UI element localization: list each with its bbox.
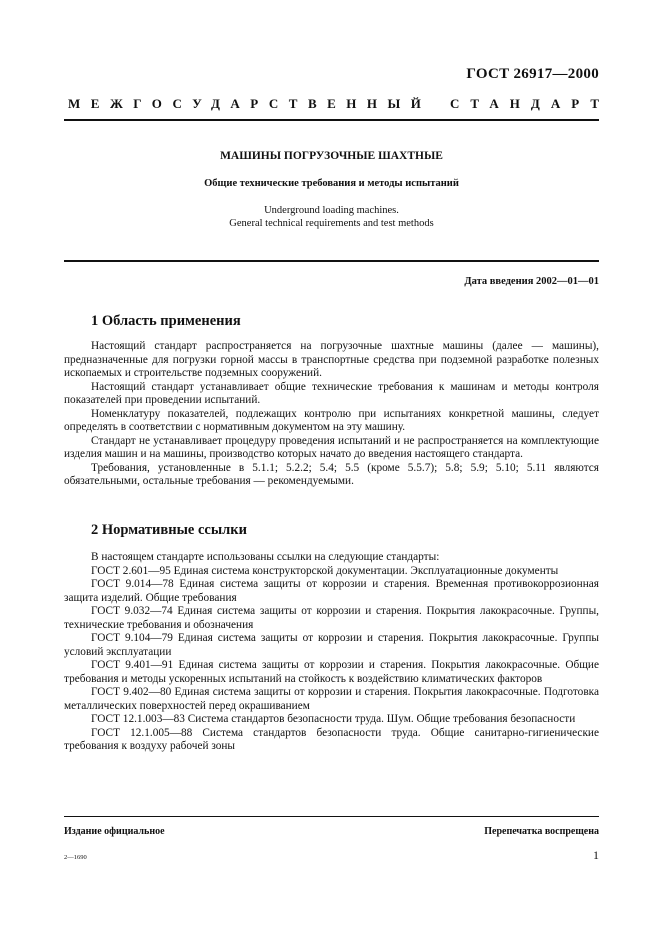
interstate-standard-banner: [68, 96, 610, 112]
document-subtitle: Общие технические требования и методы испытаний: [204, 178, 459, 189]
paragraph: Настоящий стандарт распространяется на погрузочные шахтные машины (далее — машины), предназначенные для погрузки горной массы в транспортные средства при подземной разработке полезных ископаемых и строительстве подземных сооружений.: [64, 340, 599, 379]
section-1-body: [64, 340, 599, 489]
reference-item: ГОСТ 9.104—79 Единая система защиты от коррозии и старения. Покрытия лакокрасочные. Группы условий эксплуатации: [64, 632, 599, 658]
section-2-body: [64, 551, 599, 754]
paragraph: В настоящем стандарте использованы ссылки на следующие стандарты:: [91, 551, 440, 563]
reference-item: ГОСТ 2.601—95 Единая система конструкторской документации. Эксплуатационные документы: [91, 564, 559, 577]
footer-divider: [64, 816, 599, 817]
reference-item: ГОСТ 9.014—78 Единая система защиты от коррозии и старения. Временная противокоррозионная защита изделий. Общие требования: [64, 578, 599, 604]
reference-item: ГОСТ 12.1.003—83 Система стандартов безопасности труда. Шум. Общие требования безопасности: [91, 713, 576, 725]
section-1-heading: 1 Область применения: [91, 313, 241, 329]
title-divider: [64, 260, 599, 262]
reprint-prohibited-label: Перепечатка воспрещена: [484, 826, 599, 837]
page-number: 1: [593, 848, 599, 862]
print-code: 2—1690: [64, 854, 87, 861]
paragraph: Настоящий стандарт устанавливает общие технические требования к машинам и методы контроля показателей при проведении испытаний.: [64, 380, 599, 406]
paragraph: Номенклатуру показателей, подлежащих контролю при испытаниях конкретной машины, следует определять в соответствии с нормативным документом на эту машину.: [64, 407, 599, 433]
english-title-line-1: Underground loading machines.: [264, 205, 399, 216]
section-2-heading: 2 Нормативные ссылки: [91, 522, 247, 538]
interstate-word: МЕЖГОСУДАРСТВЕННЫЙ: [68, 96, 432, 111]
official-edition-label: Издание официальное: [64, 826, 165, 837]
top-divider: [64, 119, 599, 121]
standard-word: СТАНДАРТ: [449, 96, 610, 111]
reference-item: ГОСТ 9.032—74 Единая система защиты от коррозии и старения. Покрытия лакокрасочные. Группы, технические требования и обозначения: [64, 605, 599, 631]
reference-item: ГОСТ 12.1.005—88 Система стандартов безопасности труда. Общие санитарно-гигиенические требования к воздуху рабочей зоны: [64, 726, 599, 752]
introduction-date: Дата введения 2002—01—01: [464, 276, 599, 287]
reference-item: ГОСТ 9.401—91 Единая система защиты от коррозии и старения. Покрытия лакокрасочные. Общие требования и методы ускоренных испытаний на стойкость к воздействию климатических факторов: [64, 659, 599, 685]
paragraph: Стандарт не устанавливает процедуру проведения испытаний и не распространяется на комплектующие изделия машин и на машины, производство которых начато до введения настоящего стандарта.: [64, 434, 599, 460]
document-title: МАШИНЫ ПОГРУЗОЧНЫЕ ШАХТНЫЕ: [220, 150, 443, 162]
standard-number: ГОСТ 26917—2000: [466, 66, 599, 82]
paragraph: Требования, установленные в 5.1.1; 5.2.2; 5.4; 5.5 (кроме 5.5.7); 5.8; 5.9; 5.10; 5.11 являются обязательными, остальные требования — рекомендуемыми.: [64, 461, 599, 487]
reference-item: ГОСТ 9.402—80 Единая система защиты от коррозии и старения. Покрытия лакокрасочные. Подготовка металлических поверхностей перед окрашиванием: [64, 686, 599, 712]
english-title-line-2: General technical requirements and test methods: [229, 218, 434, 229]
